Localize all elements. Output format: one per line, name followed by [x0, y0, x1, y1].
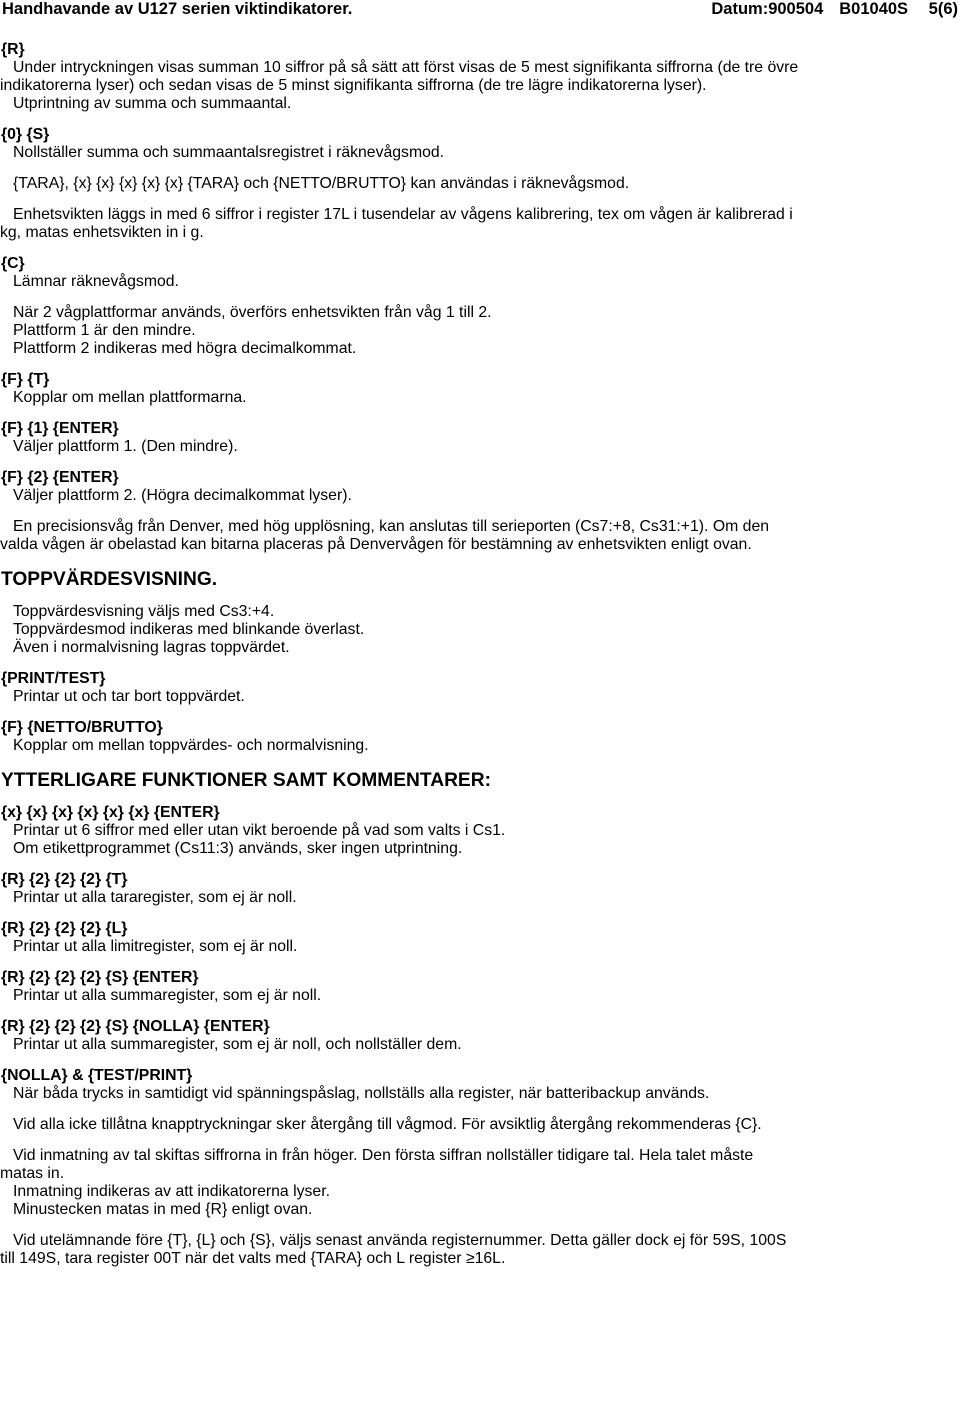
body-line: Printar ut och tar bort toppvärdet. [13, 688, 245, 705]
section-heading: TOPPVÄRDESVISNING. [1, 569, 218, 590]
key-label: {R} [1, 41, 25, 58]
body-line: Kopplar om mellan plattformarna. [13, 389, 247, 406]
body-line: Kopplar om mellan toppvärdes- och normalvisning. [13, 737, 369, 754]
body-line: indikatorerna lyser) och sedan visas de 5 minst signifikanta siffrorna (de tre lägre indikatorerna lyser). [0, 77, 707, 94]
icke-note: Vid alla icke tillåtna knapptryckningar sker återgång till vågmod. För avsiktlig återgång rekommenderas {C}. [13, 1116, 762, 1133]
section-f-1 [0, 420, 960, 456]
body-line: Även i normalvisning lagras toppvärdet. [13, 639, 290, 656]
body-line: Toppvärdesvisning väljs med Cs3:+4. [13, 603, 275, 620]
key-label: {PRINT/TEST} [1, 670, 106, 687]
body-line: En precisionsvåg från Denver, med hög upplösning, kan anslutas till serieporten (Cs7:+8, Cs31:+1). Om den [13, 518, 770, 535]
platform-note [0, 304, 960, 358]
body-line: matas in. [0, 1165, 65, 1182]
body-line: Enhetsvikten läggs in med 6 siffror i register 17L i tusendelar av vågens kalibrering, tex om vågen är kalibrerad i [13, 206, 793, 223]
document-id: B01040S [839, 0, 909, 18]
body-line: När båda trycks in samtidigt vid spänningspåslag, nollställs alla register, när batteribackup används. [13, 1085, 710, 1102]
section-r-t [0, 871, 960, 907]
section-f-netto [0, 719, 960, 755]
key-label: {C} [1, 255, 25, 272]
body-line: Inmatning indikeras av att indikatorerna lyser. [13, 1183, 330, 1200]
body-line: Nollställer summa och summaantalsregistret i räknevågsmod. [13, 144, 445, 161]
body-line: Printar ut alla summaregister, som ej är noll. [13, 987, 322, 1004]
key-label: {NOLLA} & {TEST/PRINT} [1, 1067, 193, 1084]
body-line: Under intryckningen visas summan 10 siffror på så sätt att först visas de 5 mest signifikanta siffrorna (de tre övre [13, 59, 799, 76]
section-r-l [0, 920, 960, 956]
body-line: Utprintning av summa och summaantal. [13, 95, 292, 112]
key-label: {F} {T} [1, 371, 50, 388]
document-date: Datum:900504 [711, 0, 824, 18]
page-number: 5(6) [928, 0, 958, 18]
tara-note: {TARA}, {x} {x} {x} {x} {x} {TARA} och {NETTO/BRUTTO} kan användas i räknevågsmod. [13, 175, 630, 192]
key-label: {0} {S} [1, 126, 50, 143]
section-x-enter [0, 804, 960, 858]
body-line: Printar ut 6 siffror med eller utan vikt beroende på vad som valts i Cs1. [13, 822, 506, 839]
document-body [0, 41, 960, 1268]
page-header [0, 0, 960, 20]
body-line: När 2 vågplattformar används, överförs enhetsvikten från våg 1 till 2. [13, 304, 492, 321]
key-label: {F} {NETTO/BRUTTO} [1, 719, 163, 736]
document-title: Handhavande av U127 serien viktindikatorer. [2, 0, 353, 18]
topp-note [0, 603, 960, 657]
body-line: Printar ut alla tararegister, som ej är noll. [13, 889, 297, 906]
section-heading: YTTERLIGARE FUNKTIONER SAMT KOMMENTARER: [1, 770, 491, 791]
key-label: {R} {2} {2} {2} {S} {NOLLA} {ENTER} [1, 1018, 270, 1035]
key-label: {F} {1} {ENTER} [1, 420, 119, 437]
inmatning-note [0, 1147, 960, 1219]
body-line: Lämnar räknevågsmod. [13, 273, 179, 290]
body-line: Minustecken matas in med {R} enligt ovan. [13, 1201, 313, 1218]
body-line: Plattform 1 är den mindre. [13, 322, 196, 339]
key-label: {R} {2} {2} {2} {T} [1, 871, 128, 888]
section-r [0, 41, 960, 113]
body-line: Printar ut alla limitregister, som ej är noll. [13, 938, 298, 955]
body-line: Vid utelämnande före {T}, {L} och {S}, väljs senast använda registernummer. Detta gäller dock ej för 59S, 100S [13, 1232, 787, 1249]
section-c [0, 255, 960, 291]
section-print-test [0, 670, 960, 706]
utelamnande-note [0, 1232, 960, 1268]
section-nolla-test [0, 1067, 960, 1103]
body-line: Väljer plattform 1. (Den mindre). [13, 438, 238, 455]
body-line: till 149S, tara register 00T när det valts med {TARA} och L register ≥16L. [0, 1250, 506, 1267]
section-r-s-nolla [0, 1018, 960, 1054]
key-label: {F} {2} {ENTER} [1, 469, 119, 486]
body-line: Plattform 2 indikeras med högra decimalkommat. [13, 340, 357, 357]
section-r-s-enter [0, 969, 960, 1005]
body-line: Toppvärdesmod indikeras med blinkande överlast. [13, 621, 365, 638]
enhet-note [0, 206, 960, 242]
body-line: kg, matas enhetsvikten in i g. [0, 224, 204, 241]
body-line: Printar ut alla summaregister, som ej är noll, och nollställer dem. [13, 1036, 462, 1053]
body-line: Om etikettprogrammet (Cs11:3) används, sker ingen utprintning. [13, 840, 463, 857]
body-line: Väljer plattform 2. (Högra decimalkommat lyser). [13, 487, 352, 504]
key-label: {R} {2} {2} {2} {L} [1, 920, 128, 937]
section-f-2 [0, 469, 960, 505]
document-meta [711, 0, 958, 19]
section-zero-s [0, 126, 960, 162]
section-f-t [0, 371, 960, 407]
body-line: Vid inmatning av tal skiftas siffrorna in från höger. Den första siffran nollställer tidigare tal. Hela talet måste [13, 1147, 754, 1164]
key-label: {R} {2} {2} {2} {S} {ENTER} [1, 969, 199, 986]
precision-note [0, 518, 960, 554]
key-label: {x} {x} {x} {x} {x} {x} {ENTER} [1, 804, 220, 821]
body-line: valda vågen är obelastad kan bitarna placeras på Denvervågen för bestämning av enhetsvikten enligt ovan. [0, 536, 752, 553]
